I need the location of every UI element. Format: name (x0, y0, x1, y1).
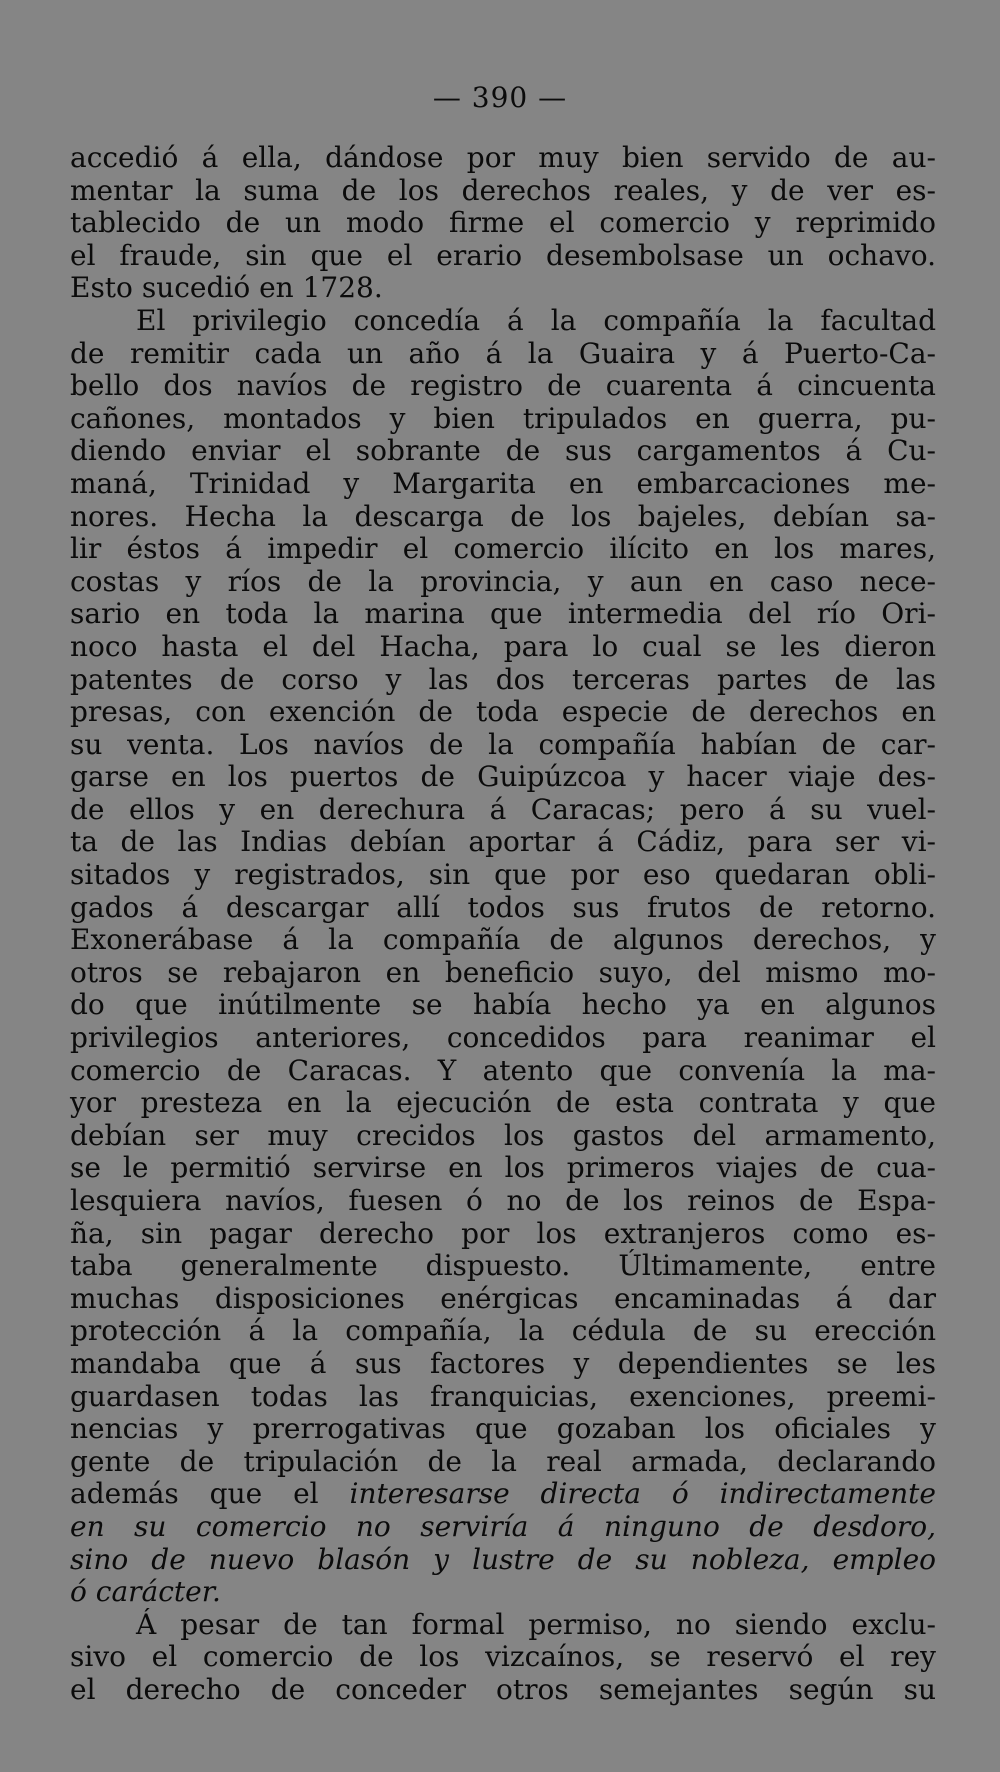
paragraph-start-line: Á pesar de tan formal permiso, no siendo exclu- (136, 1607, 936, 1641)
text-line: accedió á ella, dándose por muy bien servido de au- (70, 141, 936, 174)
page-number: — 390 — (432, 81, 568, 114)
text-line: noco hasta el del Hacha, para lo cual se les dieron (70, 629, 936, 663)
text-line: costas y ríos de la provincia, y aun en caso nece- (70, 564, 936, 598)
text-line: cañones, montados y bien tripulados en guerra, pu- (70, 401, 936, 435)
text-line: guardasen todas las franquicias, exenciones, preemi- (70, 1379, 936, 1413)
text-line: Exonerábase á la compañía de algunos derechos, y (70, 923, 936, 957)
text-line: de remitir cada un año á la Guaira y á Puerto-Ca- (70, 336, 936, 370)
italic-quote: interesarse directa ó indirectamente (349, 1477, 936, 1511)
text-line: taba generalmente dispuesto. Últimamente, entre (70, 1249, 936, 1283)
text-line-mixed (70, 1478, 936, 1511)
text-line: otros se rebajaron en beneficio suyo, del mismo mo- (70, 955, 936, 989)
text-line: protección á la compañía, la cédula de su erección (70, 1314, 936, 1348)
text-line: patentes de corso y las dos terceras partes de las (70, 662, 936, 696)
text-line: presas, con exención de toda especie de derechos en (70, 695, 936, 729)
text-line: nencias y prerrogativas que gozaban los oficiales y (70, 1412, 936, 1446)
text-line: diendo enviar el sobrante de sus cargamentos á Cu- (70, 434, 936, 468)
text-line: mentar la suma de los derechos reales, y de ver es- (70, 173, 936, 207)
text-line: el fraude, sin que el erario desembolsase un ochavo. (70, 238, 936, 272)
text-line: comercio de Caracas. Y atento que convenía la ma- (70, 1053, 936, 1087)
text-line: Esto sucedió en 1728. (70, 271, 383, 305)
text-line: garse en los puertos de Guipúzcoa y hacer viaje des- (70, 760, 936, 794)
text-line: ña, sin pagar derecho por los extranjeros como es- (70, 1216, 936, 1250)
text-line: se le permitió servirse en los primeros viajes de cua- (70, 1151, 936, 1185)
text-line: nores. Hecha la descarga de los bajeles, debían sa- (70, 499, 936, 533)
text-line: sitados y registrados, sin que por eso quedaran obli- (70, 858, 936, 892)
text-line: lesquiera navíos, fuesen ó no de los reinos de Espa- (70, 1184, 936, 1217)
italic-quote-line: en su comercio no serviría á ninguno de desdoro, (70, 1509, 936, 1543)
text-line: gente de tripulación de la real armada, declarando (70, 1444, 936, 1478)
text-line-roman-part: además que el (70, 1477, 319, 1511)
text-line: el derecho de conceder otros semejantes según su (70, 1672, 936, 1706)
text-line: debían ser muy crecidos los gastos del armamento, (70, 1118, 936, 1152)
text-line: de ellos y en derechura á Caracas; pero á su vuel- (70, 792, 936, 826)
text-line: maná, Trinidad y Margarita en embarcaciones me- (70, 466, 936, 500)
body-text (70, 142, 936, 1707)
text-line: bello dos navíos de registro de cuarenta á cincuenta (70, 369, 936, 403)
paragraph-start-line: El privilegio concedía á la compañía la facultad (136, 303, 936, 337)
italic-quote-line: sino de nuevo blasón y lustre de su nobleza, empleo (70, 1542, 936, 1576)
text-line: yor presteza en la ejecución de esta contrata y que (70, 1086, 936, 1120)
text-line: privilegios anteriores, concedidos para reanimar el (70, 1021, 936, 1055)
text-line: lir éstos á impedir el comercio ilícito en los mares, (70, 532, 936, 566)
text-line: mandaba que á sus factores y dependientes se les (70, 1346, 936, 1380)
text-line: muchas disposiciones enérgicas encaminadas á dar (70, 1281, 936, 1315)
text-line: sario en toda la marina que intermedia del río Ori- (70, 597, 936, 631)
text-line: ta de las Indias debían aportar á Cádiz, para ser vi- (70, 825, 936, 859)
text-line: su venta. Los navíos de la compañía habían de car- (70, 727, 936, 761)
text-line: gados á descargar allí todos sus frutos de retorno. (70, 890, 936, 924)
text-line: do que inútilmente se había hecho ya en algunos (70, 988, 936, 1022)
italic-quote-line: ó carácter. (70, 1575, 221, 1609)
text-line: sivo el comercio de los vizcaínos, se reservó el rey (70, 1640, 936, 1674)
text-line: tablecido de un modo firme el comercio y reprimido (70, 206, 936, 240)
